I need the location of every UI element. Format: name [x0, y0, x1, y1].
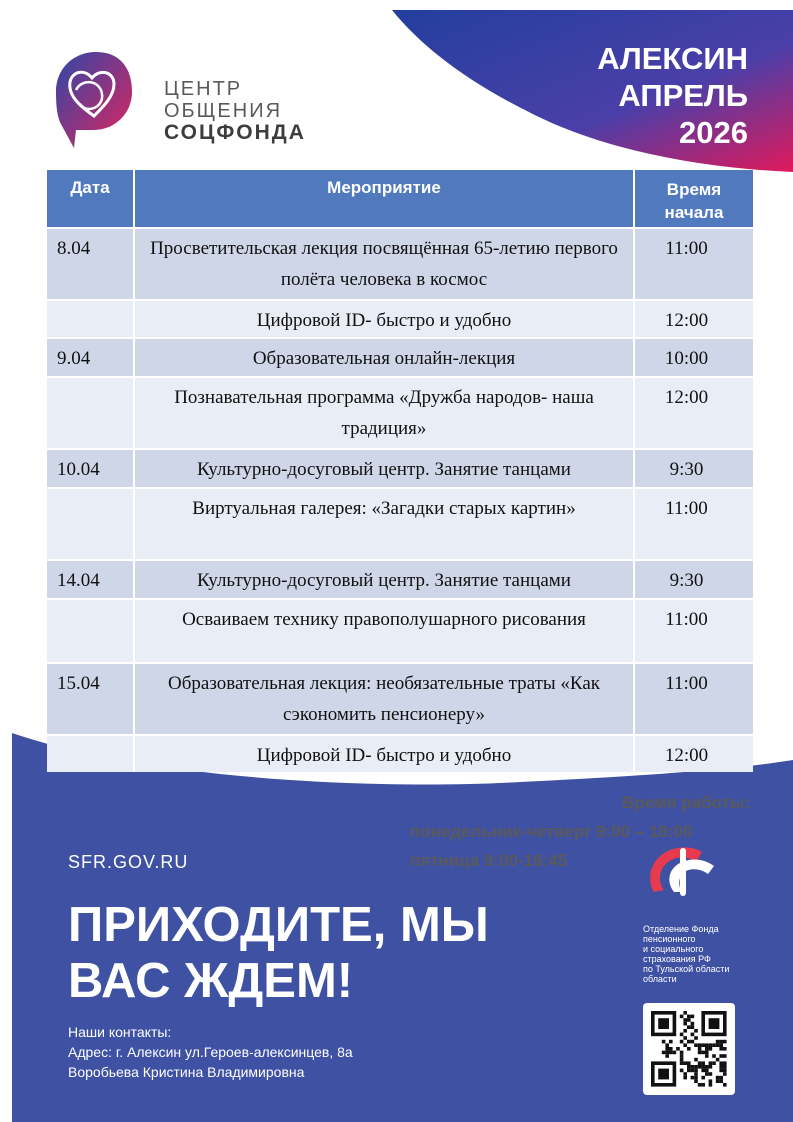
column-header-date: Дата: [47, 170, 134, 228]
cell-event: Просветительская лекция посвящённая 65-летию первого полёта человека в космос: [134, 228, 634, 300]
work-hours-weekdays: понедельник-четверг 9:00 – 18:00: [410, 822, 693, 841]
brand-logo: [52, 50, 332, 160]
cell-time: 11:00: [634, 488, 753, 560]
cell-date: 14.04: [47, 560, 134, 599]
cell-time: 12:00: [634, 300, 753, 338]
cell-date: [47, 377, 134, 449]
cell-date: [47, 488, 134, 560]
website-link[interactable]: SFR.GOV.RU: [68, 852, 189, 872]
schedule-table: [47, 170, 753, 772]
contacts-address: Адрес: г. Алексин ул.Героев-алексинцев, 8а: [68, 1044, 353, 1060]
cell-time: 12:00: [634, 377, 753, 449]
cell-time: 11:00: [634, 663, 753, 735]
qr-code-icon: [643, 1003, 735, 1095]
brand-line-2: ОБЩЕНИЯ: [164, 100, 283, 122]
sfr-caption-line: пенсионного: [643, 934, 696, 944]
city-name: АЛЕКСИН: [597, 41, 748, 76]
table-row: [47, 735, 753, 772]
cell-time: 11:00: [634, 599, 753, 663]
cell-date: [47, 599, 134, 663]
slogan: [68, 897, 489, 1009]
table-row: [47, 488, 753, 560]
cell-date: 10.04: [47, 449, 134, 488]
cell-time: 9:30: [634, 560, 753, 599]
brand-line-1: ЦЕНТР: [164, 78, 243, 100]
brand-name: [164, 78, 306, 144]
contacts-person: Воробьева Кристина Владимировна: [68, 1064, 305, 1080]
month-name: АПРЕЛЬ: [618, 78, 748, 113]
cell-date: [47, 300, 134, 338]
work-hours-title: Время работы:: [622, 793, 750, 812]
cell-event: Цифровой ID- быстро и удобно: [134, 300, 634, 338]
cell-event: Цифровой ID- быстро и удобно: [134, 735, 634, 772]
cell-date: 15.04: [47, 663, 134, 735]
brand-line-3: СОЦФОНДА: [164, 121, 306, 144]
slogan-line-2: ВАС ЖДЕМ!: [68, 954, 354, 1008]
table-row: [47, 663, 753, 735]
table-row: [47, 377, 753, 449]
column-header-event: Мероприятие: [134, 170, 634, 228]
table-row: [47, 228, 753, 300]
cell-date: [47, 735, 134, 772]
cell-event: Культурно-досуговый центр. Занятие танцами: [134, 449, 634, 488]
cell-time: 10:00: [634, 338, 753, 377]
cell-event: Образовательная лекция: необязательные траты «Как сэкономить пенсионеру»: [134, 663, 634, 735]
heart-logo-icon: [52, 50, 152, 150]
cell-event: Культурно-досуговый центр. Занятие танцами: [134, 560, 634, 599]
location-date: [597, 40, 748, 151]
sfr-caption-line: и социального: [643, 944, 704, 954]
cell-time: 9:30: [634, 449, 753, 488]
cell-event: Познавательная программа «Дружба народов- наша традиция»: [134, 377, 634, 449]
slogan-line-1: ПРИХОДИТЕ, МЫ: [68, 898, 489, 952]
table-row: [47, 560, 753, 599]
cell-event: Образовательная онлайн-лекция: [134, 338, 634, 377]
column-header-time: Время начала: [634, 170, 753, 228]
sfr-caption-line: страхования РФ: [643, 954, 711, 964]
table-row: [47, 338, 753, 377]
sfr-caption-line: Отделение Фонда: [643, 924, 719, 934]
sfr-caption-line: области: [643, 974, 677, 984]
qr-code[interactable]: [643, 1003, 735, 1095]
sfr-caption-line: по Тульской области: [643, 964, 730, 974]
table-row: [47, 599, 753, 663]
cell-time: 11:00: [634, 228, 753, 300]
cell-event: Виртуальная галерея: «Загадки старых картин»: [134, 488, 634, 560]
table-row: [47, 300, 753, 338]
cell-date: 8.04: [47, 228, 134, 300]
contacts-title: Наши контакты:: [68, 1024, 172, 1040]
table-row: [47, 449, 753, 488]
cell-event: Осваиваем технику правополушарного рисования: [134, 599, 634, 663]
cell-time: 12:00: [634, 735, 753, 772]
sfr-logo-icon: [644, 842, 716, 898]
contacts: [68, 1022, 353, 1082]
table-header-row: [47, 170, 753, 228]
cell-date: 9.04: [47, 338, 134, 377]
sfr-caption: [643, 924, 753, 984]
work-hours-friday: пятница 9:00-16:45: [410, 851, 568, 870]
year: 2026: [679, 115, 748, 150]
